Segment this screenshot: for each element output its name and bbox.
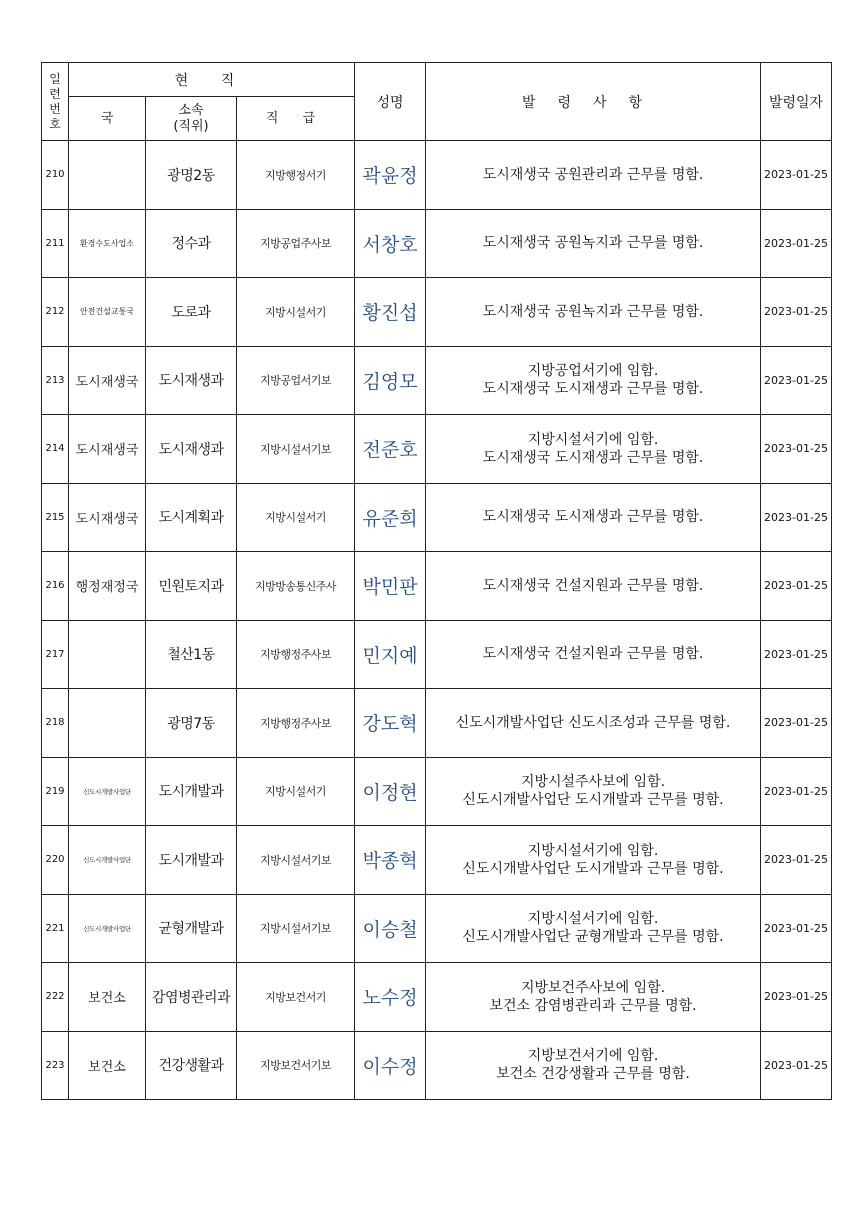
row-grade: 지방행정주사보	[237, 620, 355, 689]
row-detail	[426, 620, 761, 689]
table-header	[42, 63, 832, 141]
table-row	[42, 620, 832, 689]
table-row	[42, 826, 832, 895]
header-department: 소속 (직위)	[146, 97, 237, 141]
row-name: 이정현	[355, 757, 426, 826]
row-date: 2023-01-25	[761, 346, 832, 415]
row-department: 균형개발과	[146, 894, 237, 963]
row-detail-line: 신도시개발사업단 신도시조성과 근무를 명함.	[455, 714, 731, 731]
row-bureau	[69, 689, 146, 758]
row-bureau	[69, 141, 146, 210]
row-name: 이수정	[355, 1031, 426, 1100]
row-bureau: 행정재정국	[69, 552, 146, 621]
row-date: 2023-01-25	[761, 620, 832, 689]
row-detail-line: 도시재생국 공원녹지과 근무를 명함.	[482, 303, 704, 320]
row-name: 김영모	[355, 346, 426, 415]
row-number: 220	[42, 826, 69, 895]
row-detail	[426, 278, 761, 347]
row-department: 감염병관리과	[146, 963, 237, 1032]
row-department: 도시재생과	[146, 415, 237, 484]
row-detail-line: 신도시개발사업단 균형개발과 근무를 명함.	[462, 929, 724, 946]
row-date: 2023-01-25	[761, 209, 832, 278]
row-department: 도시개발과	[146, 826, 237, 895]
row-name: 강도혁	[355, 689, 426, 758]
row-number: 216	[42, 552, 69, 621]
row-detail-line: 지방시설서기에 임함.	[527, 842, 659, 859]
row-detail	[426, 209, 761, 278]
row-name: 박종혁	[355, 826, 426, 895]
row-name: 민지예	[355, 620, 426, 689]
row-name: 곽윤정	[355, 141, 426, 210]
row-bureau: 신도시개발사업단	[69, 757, 146, 826]
row-date: 2023-01-25	[761, 963, 832, 1032]
table-row	[42, 963, 832, 1032]
header-current-position: 현 직	[69, 63, 355, 97]
row-number: 222	[42, 963, 69, 1032]
row-date: 2023-01-25	[761, 689, 832, 758]
table-row	[42, 552, 832, 621]
row-grade: 지방시설서기보	[237, 894, 355, 963]
row-department: 건강생활과	[146, 1031, 237, 1100]
row-department: 도시재생과	[146, 346, 237, 415]
row-number: 219	[42, 757, 69, 826]
row-bureau: 안전건설교통국	[69, 278, 146, 347]
row-date: 2023-01-25	[761, 757, 832, 826]
row-grade: 지방시설서기	[237, 483, 355, 552]
row-detail-line: 지방시설서기에 임함.	[527, 911, 659, 928]
row-name: 유준희	[355, 483, 426, 552]
row-name: 황진섭	[355, 278, 426, 347]
row-bureau: 보건소	[69, 963, 146, 1032]
row-number: 218	[42, 689, 69, 758]
header-grade: 직 급	[237, 97, 355, 141]
row-grade: 지방행정서기	[237, 141, 355, 210]
table-row	[42, 757, 832, 826]
row-detail-line: 도시재생국 도시재생과 근무를 명함.	[482, 449, 704, 466]
table-row	[42, 209, 832, 278]
row-number: 210	[42, 141, 69, 210]
row-department: 정수과	[146, 209, 237, 278]
header-bureau: 국	[69, 97, 146, 141]
row-detail	[426, 689, 761, 758]
row-grade: 지방시설서기보	[237, 826, 355, 895]
row-detail-line: 보건소 감염병관리과 근무를 명함.	[489, 997, 697, 1014]
row-detail-line: 도시재생국 건설지원과 근무를 명함.	[482, 577, 704, 594]
row-grade: 지방보건서기보	[237, 1031, 355, 1100]
row-bureau	[69, 620, 146, 689]
row-bureau: 신도시개발사업단	[69, 894, 146, 963]
table-row	[42, 415, 832, 484]
row-detail-line: 지방보건서기에 임함.	[527, 1048, 659, 1065]
row-grade: 지방시설서기	[237, 278, 355, 347]
row-detail	[426, 552, 761, 621]
row-detail-line: 신도시개발사업단 도시개발과 근무를 명함.	[462, 792, 724, 809]
row-date: 2023-01-25	[761, 415, 832, 484]
row-bureau: 환경수도사업소	[69, 209, 146, 278]
table-row	[42, 483, 832, 552]
row-detail-line: 도시재생국 공원녹지과 근무를 명함.	[482, 235, 704, 252]
table-row	[42, 141, 832, 210]
header-date: 발령일자	[761, 63, 832, 141]
row-number: 214	[42, 415, 69, 484]
row-department: 광명7동	[146, 689, 237, 758]
row-date: 2023-01-25	[761, 552, 832, 621]
row-name: 전준호	[355, 415, 426, 484]
row-detail	[426, 894, 761, 963]
row-grade: 지방보건서기	[237, 963, 355, 1032]
row-name: 박민판	[355, 552, 426, 621]
row-bureau: 보건소	[69, 1031, 146, 1100]
table-row	[42, 278, 832, 347]
row-detail	[426, 826, 761, 895]
row-date: 2023-01-25	[761, 826, 832, 895]
row-department: 도로과	[146, 278, 237, 347]
table-row	[42, 689, 832, 758]
row-date: 2023-01-25	[761, 483, 832, 552]
row-detail	[426, 1031, 761, 1100]
row-detail	[426, 346, 761, 415]
row-name: 서창호	[355, 209, 426, 278]
row-number: 211	[42, 209, 69, 278]
row-name: 노수정	[355, 963, 426, 1032]
row-bureau: 도시재생국	[69, 483, 146, 552]
row-detail-line: 지방시설주사보에 임함.	[520, 774, 666, 791]
table-body	[42, 141, 832, 1100]
row-number: 213	[42, 346, 69, 415]
personnel-table	[41, 62, 832, 1100]
row-date: 2023-01-25	[761, 1031, 832, 1100]
row-bureau: 도시재생국	[69, 415, 146, 484]
table-row	[42, 894, 832, 963]
row-detail-line: 지방시설서기에 임함.	[527, 431, 659, 448]
row-grade: 지방공업서기보	[237, 346, 355, 415]
row-grade: 지방방송통신주사	[237, 552, 355, 621]
header-seq: 일 련 번 호	[42, 63, 69, 141]
row-detail-line: 도시재생국 공원관리과 근무를 명함.	[482, 166, 704, 183]
row-detail-line: 지방보건주사보에 임함.	[520, 979, 666, 996]
row-bureau: 도시재생국	[69, 346, 146, 415]
row-department: 도시개발과	[146, 757, 237, 826]
row-number: 212	[42, 278, 69, 347]
table-row	[42, 346, 832, 415]
row-detail-line: 신도시개발사업단 도시개발과 근무를 명함.	[462, 860, 724, 877]
row-bureau: 신도시개발사업단	[69, 826, 146, 895]
row-detail	[426, 963, 761, 1032]
row-detail-line: 보건소 건강생활과 근무를 명함.	[496, 1066, 690, 1083]
row-grade: 지방시설서기	[237, 757, 355, 826]
row-detail	[426, 483, 761, 552]
row-department: 도시계획과	[146, 483, 237, 552]
row-detail-line: 도시재생국 건설지원과 근무를 명함.	[482, 646, 704, 663]
row-detail	[426, 415, 761, 484]
row-grade: 지방시설서기보	[237, 415, 355, 484]
row-detail-line: 도시재생국 도시재생과 근무를 명함.	[482, 509, 704, 526]
row-detail	[426, 141, 761, 210]
row-detail-line: 도시재생국 도시재생과 근무를 명함.	[482, 381, 704, 398]
row-grade: 지방공업주사보	[237, 209, 355, 278]
row-name: 이승철	[355, 894, 426, 963]
row-detail	[426, 757, 761, 826]
row-department: 민원토지과	[146, 552, 237, 621]
row-grade: 지방행정주사보	[237, 689, 355, 758]
row-number: 217	[42, 620, 69, 689]
row-number: 215	[42, 483, 69, 552]
row-date: 2023-01-25	[761, 894, 832, 963]
header-detail: 발령사항	[426, 63, 761, 141]
header-name: 성명	[355, 63, 426, 141]
row-department: 광명2동	[146, 141, 237, 210]
row-date: 2023-01-25	[761, 278, 832, 347]
row-department: 철산1동	[146, 620, 237, 689]
table-row	[42, 1031, 832, 1100]
row-number: 221	[42, 894, 69, 963]
row-number: 223	[42, 1031, 69, 1100]
row-detail-line: 지방공업서기에 임함.	[527, 363, 659, 380]
row-date: 2023-01-25	[761, 141, 832, 210]
